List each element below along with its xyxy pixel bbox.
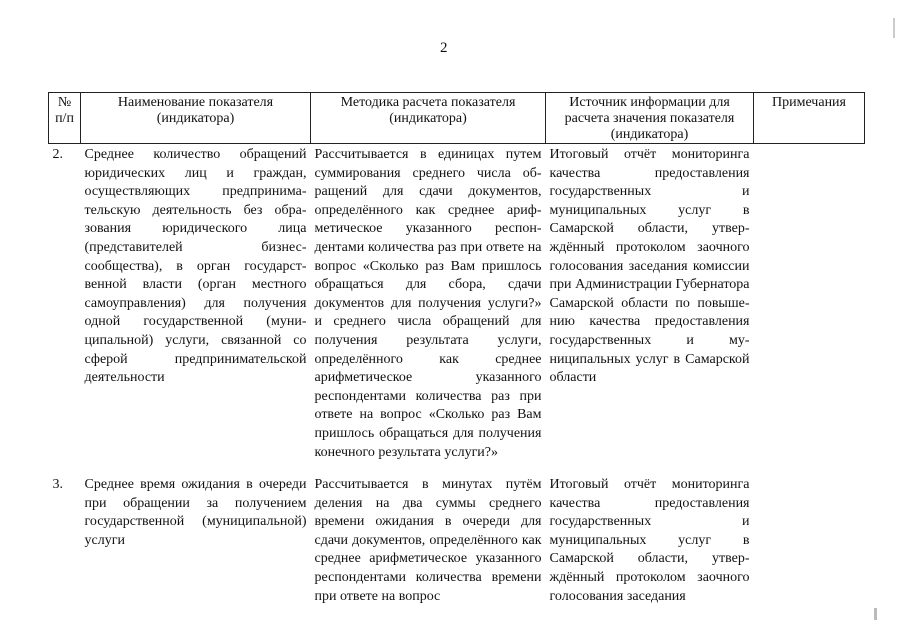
header-notes: Примечания bbox=[754, 93, 865, 144]
row-num: 2. bbox=[52, 147, 63, 162]
row-source: Итоговый отчёт мониторинга качества предоставления государственных и муниципальных услуг в Самарской области, утверждённый протоколом заочного голосования заседания комиссии при Администрации Губернатора Самарской области по повышению качества предоставления государственных и муниципальных услуг в Самарской области bbox=[549, 147, 750, 386]
header-num: № п/п bbox=[49, 93, 81, 144]
row-notes bbox=[754, 144, 865, 475]
header-source: Источник информации для расчета значения показателя (индикатора) bbox=[546, 93, 754, 144]
table-row bbox=[49, 144, 865, 475]
row-name: Среднее время ожидания в очереди при обращении за получением государственной (муниципальной) услуги bbox=[84, 477, 307, 548]
indicators-table bbox=[48, 92, 865, 618]
table-header-row bbox=[49, 93, 865, 144]
scan-edge-mark bbox=[893, 18, 895, 38]
row-source: Итоговый отчёт мониторинга качества предоставления государственных и муниципальных услуг в Самарской области, утверждённый протоколом заочного голосования заседания bbox=[549, 477, 750, 604]
row-method: Рассчитывается в единицах путем суммирования среднего числа обращений для сдачи документов, определённого как среднее арифметическое указанного респондентами количества раз при ответе на вопрос «Сколько раз Вам пришлось обращаться для сбора, сдачи документов для получения услуги?» и среднего числа обращений для получения результата услуги, определённого как среднее арифметическое указанного респондентами количества раз при ответе на вопрос «Сколько раз Вам пришлось обращаться для получения конечного результата услуги?» bbox=[314, 147, 542, 460]
scan-corner-mark bbox=[874, 608, 877, 620]
row-notes bbox=[754, 474, 865, 618]
row-name: Среднее количество обращений юридических лиц и граждан, осуществляющих предпринимательскую деятельность без образования юридического лица (представителей бизнес-сообщества), в орган государственной власти (орган местного самоуправления) для получения одной государственной (муниципальной) услуги, связанной со сферой предпринимательской деятельности bbox=[84, 147, 307, 386]
table-row bbox=[49, 474, 865, 618]
header-name: Наименование показателя (индикатора) bbox=[81, 93, 311, 144]
header-method: Методика расчета показателя (индикатора) bbox=[311, 93, 546, 144]
page-number: 2 bbox=[440, 40, 448, 56]
row-num: 3. bbox=[52, 477, 63, 493]
row-method: Рассчитывается в минутах путём деления на два суммы среднего времени ожидания в очереди для сдачи документов, определённого как среднее арифметическое указанного респондентами количества времени при ответе на вопрос bbox=[314, 477, 542, 604]
